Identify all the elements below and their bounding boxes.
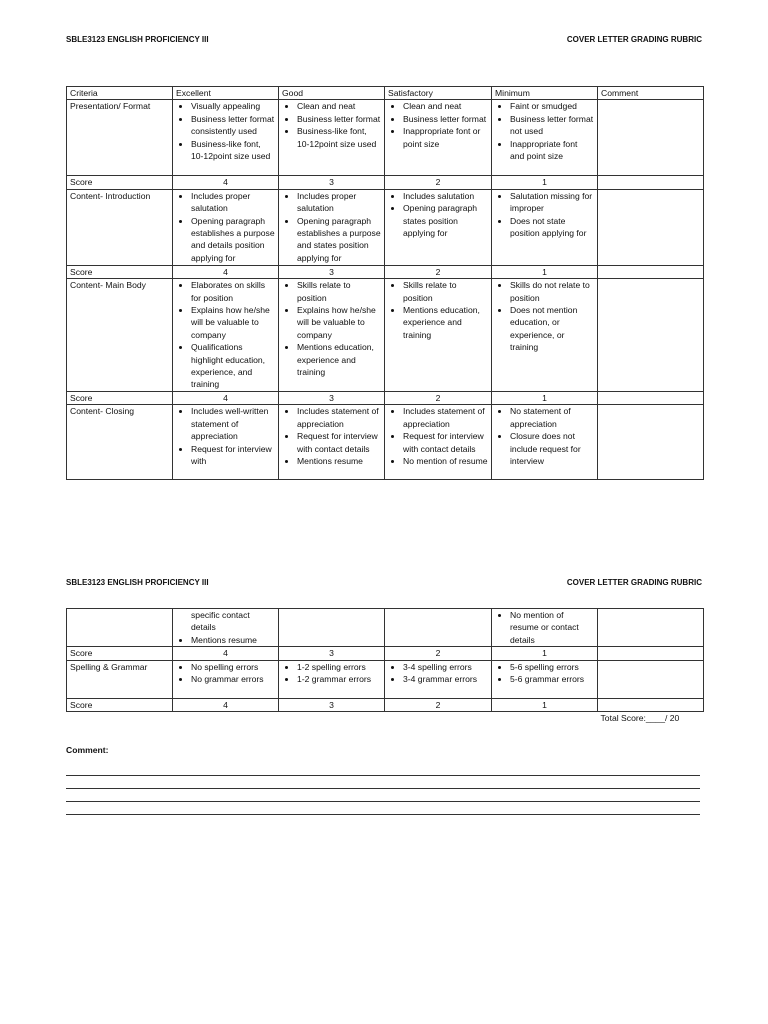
- score-number: 1: [542, 392, 547, 403]
- bullet-item: • No grammar errors: [191, 673, 275, 685]
- excellent-cell: [173, 100, 279, 176]
- bullet-item: • Mentions education, experience and training: [297, 341, 381, 378]
- score-value: [492, 265, 598, 278]
- score-value: [173, 176, 279, 189]
- bullet-item: • Includes statement of appreciation: [403, 405, 488, 430]
- comment-cell: [598, 265, 704, 278]
- minimum-cell: [492, 405, 598, 480]
- column-header-text: Excellent: [176, 88, 211, 98]
- minimum-cell: [492, 279, 598, 392]
- bullet-item: • Qualifications highlight education, experience, and training: [191, 341, 275, 391]
- bullet-item: • Clean and neat: [297, 100, 381, 112]
- column-header: [67, 87, 173, 100]
- bullet-list: [388, 100, 488, 150]
- bullet-list: [282, 405, 381, 467]
- score-value: [385, 698, 492, 711]
- minimum-cell: [492, 609, 598, 647]
- bullet-list: [282, 190, 381, 264]
- score-number: 2: [435, 177, 441, 188]
- bullet-item: • Explains how he/she will be valuable to company: [191, 304, 275, 341]
- score-number: 2: [435, 648, 441, 659]
- bullet-list: [176, 661, 275, 686]
- comment-cell: [598, 405, 704, 480]
- score-number: 1: [542, 266, 547, 277]
- bullet-item: • Request for interview with contact details: [297, 430, 381, 455]
- comment-cell: [598, 391, 704, 404]
- column-header: [492, 87, 598, 100]
- score-number: 3: [329, 648, 334, 659]
- good-cell: [279, 609, 385, 647]
- excellent-cell: [173, 405, 279, 480]
- bullet-item: • Business letter format: [297, 113, 381, 125]
- blank-cell: [173, 712, 279, 725]
- course-code: SBLE3123 ENGLISH PROFICIENCY III: [66, 35, 209, 44]
- bullet-item: • Includes statement of appreciation: [297, 405, 381, 430]
- bullet-list: [176, 190, 275, 264]
- score-number: 4: [223, 392, 228, 403]
- bullet-item: • Skills relate to position: [297, 279, 381, 304]
- good-cell: [279, 660, 385, 698]
- criteria-name: Content- Closing: [70, 406, 135, 417]
- continued-text: specific contact details: [191, 610, 250, 633]
- bullet-item: • Faint or smudged: [510, 100, 594, 112]
- bullet-item: • 3-4 grammar errors: [403, 673, 488, 685]
- excellent-cell: [173, 660, 279, 698]
- bullet-item: • Does not state position applying for: [510, 215, 594, 240]
- comment-cell: [598, 189, 704, 265]
- minimum-cell: [492, 189, 598, 265]
- score-number: 2: [435, 699, 441, 710]
- bullet-item: • 1-2 spelling errors: [297, 661, 381, 673]
- minimum-cell: [492, 660, 598, 698]
- blank-cell: [492, 712, 598, 725]
- bullet-item: • 3-4 spelling errors: [403, 661, 488, 673]
- score-row: [67, 391, 704, 404]
- score-value: [492, 391, 598, 404]
- satisfactory-cell: [385, 189, 492, 265]
- bullet-item: • 1-2 grammar errors: [297, 673, 381, 685]
- bullet-list: [388, 279, 488, 341]
- bullet-item: • Closure does not include request for interview: [510, 430, 594, 467]
- total-score: [598, 712, 704, 725]
- column-header: [173, 87, 279, 100]
- bullet-item: • Business letter format consistently used: [191, 113, 275, 138]
- bullet-item: • Elaborates on skills for position: [191, 279, 275, 304]
- score-number: 1: [542, 699, 547, 710]
- comment-cell: [598, 279, 704, 392]
- bullet-item: • No mention of resume or contact details: [510, 609, 594, 646]
- score-number: 3: [329, 392, 334, 403]
- bullet-list: [388, 405, 488, 467]
- score-label: [67, 391, 173, 404]
- bullet-item: • Mentions education, experience and training: [403, 304, 488, 341]
- bullet-list: [282, 100, 381, 150]
- rubric-title: COVER LETTER GRADING RUBRIC: [566, 35, 702, 44]
- bullet-item: • Includes well-written statement of appreciation: [191, 405, 275, 442]
- bullet-item: • Inappropriate font and point size: [510, 138, 594, 163]
- bullet-item: • No statement of appreciation: [510, 405, 594, 430]
- bullet-item: • Opening paragraph establishes a purpose and states position applying for: [297, 215, 381, 265]
- bullet-list: [388, 190, 488, 240]
- satisfactory-cell: [385, 405, 492, 480]
- bullet-item: • Inappropriate font or point size: [403, 125, 488, 150]
- column-header: [385, 87, 492, 100]
- score-number: 3: [329, 266, 334, 277]
- bullet-item: • Business-like font, 10-12point size used: [297, 125, 381, 150]
- bullet-item: • Explains how he/she will be valuable to company: [297, 304, 381, 341]
- bullet-item: • 5-6 grammar errors: [510, 673, 594, 685]
- column-header: [279, 87, 385, 100]
- bullet-item: • Visually appealing: [191, 100, 275, 112]
- bullet-list: [176, 634, 275, 646]
- bullet-list: [282, 279, 381, 378]
- score-value: [279, 647, 385, 660]
- score-number: 4: [223, 266, 228, 277]
- excellent-cell: [173, 279, 279, 392]
- score-label: [67, 647, 173, 660]
- bullet-list: [495, 609, 594, 646]
- bullet-list: [495, 100, 594, 162]
- bullet-item: • No mention of resume: [403, 455, 488, 467]
- header-row: [67, 87, 704, 100]
- score-value: [279, 176, 385, 189]
- blank-cell: [67, 712, 173, 725]
- criteria-cell: [67, 609, 173, 647]
- criteria-name: Content- Introduction: [70, 190, 151, 201]
- score-value: [173, 647, 279, 660]
- score-row: [67, 265, 704, 278]
- bullet-item: • Salutation missing for improper: [510, 190, 594, 215]
- total-score-text: Total Score:____/ 20: [600, 713, 680, 724]
- bullet-item: • Opening paragraph states position applying for: [403, 202, 488, 239]
- rubric-table-1: [66, 86, 704, 480]
- course-code: SBLE3123 ENGLISH PROFICIENCY III: [66, 578, 209, 587]
- comment-cell: [598, 647, 704, 660]
- satisfactory-cell: [385, 100, 492, 176]
- score-number: 2: [435, 392, 441, 403]
- page-header-1: [66, 35, 702, 44]
- bullet-item: • Business-like font, 10-12point size used: [191, 138, 275, 163]
- score-value: [173, 265, 279, 278]
- score-value: [385, 391, 492, 404]
- good-cell: [279, 100, 385, 176]
- bullet-item: • Skills do not relate to position: [510, 279, 594, 304]
- bullet-list: [282, 661, 381, 686]
- bullet-item: • Request for interview with contact details: [403, 430, 488, 455]
- column-header-text: Comment: [601, 88, 639, 98]
- bullet-item: • Skills relate to position: [403, 279, 488, 304]
- blank-cell: [385, 712, 492, 725]
- bullet-item: • 5-6 spelling errors: [510, 661, 594, 673]
- criteria-cell: [67, 279, 173, 392]
- score-label-text: Score: [70, 392, 93, 403]
- good-cell: [279, 189, 385, 265]
- comment-cell: [598, 176, 704, 189]
- score-number: 1: [542, 648, 547, 659]
- column-header-text: Satisfactory: [388, 88, 433, 98]
- score-value: [279, 698, 385, 711]
- score-value: [173, 698, 279, 711]
- criteria-cell: [67, 405, 173, 480]
- criteria-cell: [67, 189, 173, 265]
- score-number: 1: [542, 177, 547, 188]
- criteria-name: Spelling & Grammar: [70, 661, 148, 672]
- good-cell: [279, 279, 385, 392]
- blank-cell: [279, 712, 385, 725]
- bullet-list: [176, 279, 275, 391]
- bullet-list: [176, 405, 275, 467]
- criteria-name: Content- Main Body: [70, 280, 146, 291]
- criteria-cell: [67, 660, 173, 698]
- score-label: [67, 176, 173, 189]
- criteria-row: [67, 279, 704, 392]
- comment-line[interactable]: [66, 814, 700, 815]
- score-value: [385, 265, 492, 278]
- bullet-item: • Does not mention education, or experience, or training: [510, 304, 594, 354]
- bullet-item: • Mentions resume: [297, 455, 381, 467]
- score-number: 3: [329, 699, 334, 710]
- comment-cell: [598, 100, 704, 176]
- bullet-list: [495, 661, 594, 686]
- bullet-list: [495, 279, 594, 353]
- score-value: [492, 647, 598, 660]
- comment-cell: [598, 609, 704, 647]
- column-header-text: Criteria: [70, 88, 98, 98]
- bullet-list: [388, 661, 488, 686]
- comment-cell: [598, 660, 704, 698]
- bullet-item: • No spelling errors: [191, 661, 275, 673]
- score-row: [67, 647, 704, 660]
- comment-label: Comment:: [66, 745, 109, 755]
- comment-line[interactable]: [66, 775, 700, 776]
- column-header: [598, 87, 704, 100]
- satisfactory-cell: [385, 609, 492, 647]
- criteria-name: Presentation/ Format: [70, 101, 151, 112]
- satisfactory-cell: [385, 279, 492, 392]
- score-value: [385, 176, 492, 189]
- bullet-list: [495, 190, 594, 240]
- score-value: [385, 647, 492, 660]
- bullet-list: [495, 405, 594, 467]
- comment-line[interactable]: [66, 801, 700, 802]
- bullet-item: • Request for interview with: [191, 443, 275, 468]
- score-value: [492, 176, 598, 189]
- criteria-row: [67, 660, 704, 698]
- comment-line[interactable]: [66, 788, 700, 789]
- bullet-list: [176, 100, 275, 162]
- column-header-text: Minimum: [495, 88, 530, 98]
- score-label-text: Score: [70, 648, 93, 659]
- criteria-row: [67, 189, 704, 265]
- score-number: 3: [329, 177, 334, 188]
- score-value: [492, 698, 598, 711]
- bullet-item: • Clean and neat: [403, 100, 488, 112]
- score-value: [279, 391, 385, 404]
- excellent-cell: [173, 609, 279, 647]
- bullet-item: • Opening paragraph establishes a purpose and details position applying for: [191, 215, 275, 265]
- bullet-item: • Business letter format: [403, 113, 488, 125]
- score-value: [173, 391, 279, 404]
- score-row: [67, 176, 704, 189]
- score-label-text: Score: [70, 699, 93, 710]
- score-label: [67, 698, 173, 711]
- score-number: 4: [223, 177, 228, 188]
- satisfactory-cell: [385, 660, 492, 698]
- bullet-item: • Includes salutation: [403, 190, 488, 202]
- bullet-item: • Business letter format not used: [510, 113, 594, 138]
- good-cell: [279, 405, 385, 480]
- total-row: [67, 712, 704, 725]
- score-number: 4: [223, 648, 228, 659]
- criteria-row: [67, 405, 704, 480]
- rubric-title: COVER LETTER GRADING RUBRIC: [566, 578, 702, 587]
- column-header-text: Good: [282, 88, 304, 98]
- bullet-item: • Includes proper salutation: [191, 190, 275, 215]
- bullet-item: • Includes proper salutation: [297, 190, 381, 215]
- score-number: 2: [435, 266, 441, 277]
- criteria-row: [67, 100, 704, 176]
- excellent-cell: [173, 189, 279, 265]
- page-header-2: [66, 578, 702, 587]
- minimum-cell: [492, 100, 598, 176]
- score-number: 4: [223, 699, 228, 710]
- continued-row: [67, 609, 704, 647]
- criteria-cell: [67, 100, 173, 176]
- score-label-text: Score: [70, 177, 93, 188]
- score-label-text: Score: [70, 266, 93, 277]
- score-row: [67, 698, 704, 711]
- rubric-table-2: [66, 608, 704, 724]
- comment-cell: [598, 698, 704, 711]
- bullet-item: • Mentions resume: [191, 634, 275, 646]
- score-value: [279, 265, 385, 278]
- score-label: [67, 265, 173, 278]
